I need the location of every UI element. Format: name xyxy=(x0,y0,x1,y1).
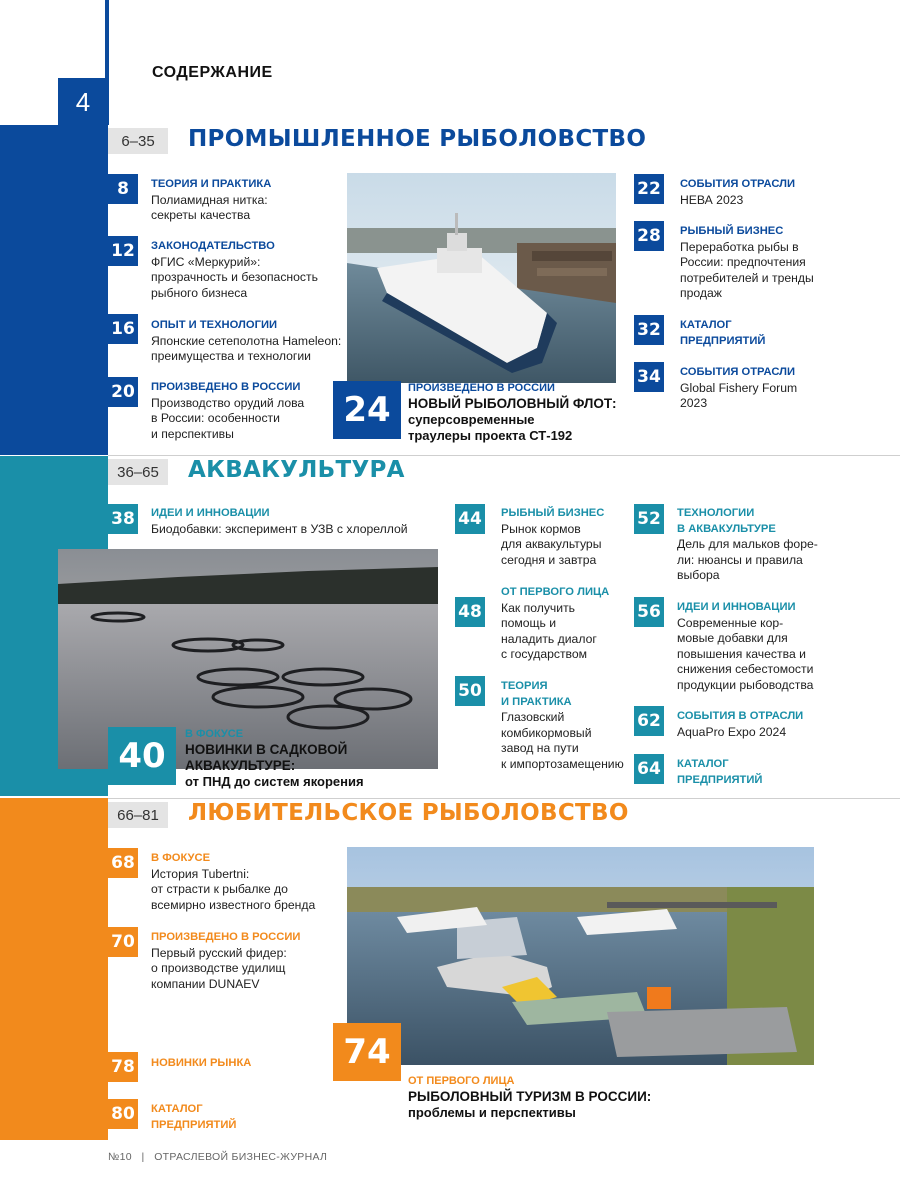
feature-title: РЫБОЛОВНЫЙ ТУРИЗМ В РОССИИ: xyxy=(408,1089,652,1104)
entry-description: AquaPro Expo 2024 xyxy=(677,724,787,739)
entry-category: ТЕОРИЯ И ПРАКТИКА xyxy=(501,680,572,708)
entry-page-number[interactable]: 28 xyxy=(634,221,664,251)
entry-category: ЗАКОНОДАТЕЛЬСТВО xyxy=(151,240,275,252)
feature-subtitle: проблемы и перспективы xyxy=(408,1105,576,1120)
entry-page-number[interactable]: 70 xyxy=(108,927,138,957)
entry-description: Современные кор- мовые добавки для повышения качества и снижения себестомости продукции рыбоводства xyxy=(677,615,814,692)
issue-number: №10 xyxy=(108,1151,132,1163)
entry-page-number[interactable]: 52 xyxy=(634,504,664,534)
entry-description: Биодобавки: эксперимент в УЗВ с хлореллой xyxy=(151,521,408,536)
footer xyxy=(108,1151,327,1163)
entry-description: Дель для мальков форе- ли: нюансы и правила выбора xyxy=(677,537,818,583)
toc-entry[interactable] xyxy=(677,757,897,788)
feature-article[interactable] xyxy=(408,1073,708,1121)
entry-category: СОБЫТИЯ ОТРАСЛИ xyxy=(680,366,796,378)
entry-description: Полиамидная нитка: секреты качества xyxy=(151,192,268,223)
entry-description: Global Fishery Forum 2023 xyxy=(680,380,798,411)
toc-entry[interactable] xyxy=(501,679,626,773)
section-bar-orange xyxy=(0,798,108,1140)
entry-page-number[interactable]: 78 xyxy=(108,1052,138,1082)
entry-page-number[interactable]: 80 xyxy=(108,1099,138,1129)
entry-page-number[interactable]: 62 xyxy=(634,706,664,736)
section-range: 36–65 xyxy=(108,459,168,485)
toc-entry[interactable] xyxy=(677,709,897,740)
feature-subtitle: суперсовременные траулеры проекта СТ-192 xyxy=(408,412,573,443)
entry-category: НОВИНКИ РЫНКА xyxy=(151,1057,252,1069)
entry-category: РЫБНЫЙ БИЗНЕС xyxy=(501,507,605,519)
entry-page-number[interactable]: 64 xyxy=(634,754,664,784)
entry-page-number[interactable]: 38 xyxy=(108,504,138,534)
entry-category: ОПЫТ И ТЕХНОЛОГИИ xyxy=(151,319,278,331)
footer-separator: | xyxy=(141,1151,145,1163)
entry-category: ПРОИЗВЕДЕНО В РОССИИ xyxy=(151,931,301,943)
feature-subtitle: от ПНД до систем якорения xyxy=(185,774,364,789)
toc-entry[interactable] xyxy=(680,365,890,412)
feature-page-number[interactable]: 24 xyxy=(333,381,401,439)
entry-category: ОТ ПЕРВОГО ЛИЦА xyxy=(501,586,610,598)
toc-entry[interactable] xyxy=(151,239,351,301)
entry-page-number[interactable]: 48 xyxy=(455,597,485,627)
section-divider xyxy=(108,798,900,799)
feature-page-number[interactable]: 40 xyxy=(108,727,176,785)
toc-entry[interactable] xyxy=(680,224,890,302)
entry-page-number[interactable]: 16 xyxy=(108,314,138,344)
entry-category: ПРОИЗВЕДЕНО В РОССИИ xyxy=(151,381,301,393)
entry-description: Первый русский фидер: о производстве удилищ компании DUNAEV xyxy=(151,945,287,991)
feature-category: В ФОКУСЕ xyxy=(185,728,244,740)
entry-category: КАТАЛОГ ПРЕДПРИЯТИЙ xyxy=(151,1103,237,1131)
entry-category: СОБЫТИЯ ОТРАСЛИ xyxy=(680,178,796,190)
section-title: ПРОМЫШЛЕННОЕ РЫБОЛОВСТВО xyxy=(188,126,647,152)
section-range: 66–81 xyxy=(108,802,168,828)
entry-page-number[interactable]: 20 xyxy=(108,377,138,407)
entry-description: Рынок кормов для аквакультуры сегодня и завтра xyxy=(501,521,602,567)
feature-article[interactable] xyxy=(185,726,435,790)
entry-page-number[interactable]: 56 xyxy=(634,597,664,627)
entry-page-number[interactable]: 34 xyxy=(634,362,664,392)
section-bar-blue-wide xyxy=(0,125,108,455)
toc-entry[interactable] xyxy=(501,585,626,663)
toc-entry[interactable] xyxy=(680,177,890,208)
entry-category: КАТАЛОГ ПРЕДПРИЯТИЙ xyxy=(677,758,763,786)
toc-entry[interactable] xyxy=(677,506,897,584)
toc-entry[interactable] xyxy=(151,930,351,992)
entry-description: Глазовский комбикормовый завод на пути к импортозамещению xyxy=(501,710,624,771)
entry-description: Производство орудий лова в России: особенности и перспективы xyxy=(151,395,305,441)
entry-page-number[interactable]: 12 xyxy=(108,236,138,266)
page-title: СОДЕРЖАНИЕ xyxy=(152,64,273,81)
entry-category: ИДЕИ И ИННОВАЦИИ xyxy=(151,507,270,519)
section-divider xyxy=(108,455,900,456)
entry-page-number[interactable]: 44 xyxy=(455,504,485,534)
page-number: 4 xyxy=(58,78,108,126)
entry-description: История Tubertni: от страсти к рыбалке до всемирно известного бренда xyxy=(151,866,316,912)
entry-category: СОБЫТИЯ В ОТРАСЛИ xyxy=(677,710,804,722)
section-title: ЛЮБИТЕЛЬСКОЕ РЫБОЛОВСТВО xyxy=(188,800,629,826)
feature-article[interactable] xyxy=(408,380,628,444)
entry-category: ТЕХНОЛОГИИ В АКВАКУЛЬТУРЕ xyxy=(677,507,776,535)
trawler-photo xyxy=(347,173,616,383)
entry-description: Как получить помощь и наладить диалог с государством xyxy=(501,600,597,662)
toc-entry[interactable] xyxy=(501,506,626,568)
entry-description: Японские сетеполотна Hameleon: преимущества и технологии xyxy=(151,333,342,364)
toc-entry[interactable] xyxy=(680,318,890,349)
entry-description: ФГИС «Меркурий»: прозрачность и безопасность рыбного бизнеса xyxy=(151,254,318,300)
toc-entry[interactable] xyxy=(151,1102,331,1133)
entry-page-number[interactable]: 68 xyxy=(108,848,138,878)
section-range: 6–35 xyxy=(108,128,168,154)
feature-title: НОВИНКИ В САДКОВОЙ АКВАКУЛЬТУРЕ: xyxy=(185,742,348,773)
entry-category: ИДЕИ И ИННОВАЦИИ xyxy=(677,601,796,613)
entry-page-number[interactable]: 50 xyxy=(455,676,485,706)
entry-description: Переработка рыбы в России: предпочтения потребителей и тренды продаж xyxy=(680,239,814,301)
entry-category: РЫБНЫЙ БИЗНЕС xyxy=(680,225,784,237)
toc-entry[interactable] xyxy=(151,177,351,224)
entry-description: НЕВА 2023 xyxy=(680,192,744,207)
toc-entry[interactable] xyxy=(677,600,897,694)
entry-page-number[interactable]: 22 xyxy=(634,174,664,204)
toc-entry[interactable] xyxy=(151,851,351,913)
entry-category: КАТАЛОГ ПРЕДПРИЯТИЙ xyxy=(680,319,766,347)
toc-entry[interactable] xyxy=(151,380,336,442)
entry-page-number[interactable]: 32 xyxy=(634,315,664,345)
toc-entry[interactable] xyxy=(151,1056,331,1072)
entry-page-number[interactable]: 8 xyxy=(108,174,138,204)
feature-title: НОВЫЙ РЫБОЛОВНЫЙ ФЛОТ: xyxy=(408,396,617,411)
boats-photo xyxy=(347,847,814,1065)
feature-category: ОТ ПЕРВОГО ЛИЦА xyxy=(408,1075,515,1087)
toc-entry[interactable] xyxy=(151,506,441,537)
entry-category: ТЕОРИЯ И ПРАКТИКА xyxy=(151,178,272,190)
journal-name: ОТРАСЛЕВОЙ БИЗНЕС-ЖУРНАЛ xyxy=(154,1151,328,1163)
entry-category: В ФОКУСЕ xyxy=(151,852,211,864)
feature-category: ПРОИЗВЕДЕНО В РОССИИ xyxy=(408,382,555,394)
section-title: АКВАКУЛЬТУРА xyxy=(188,457,405,483)
toc-entry[interactable] xyxy=(151,318,351,365)
feature-page-number[interactable]: 74 xyxy=(333,1023,401,1081)
